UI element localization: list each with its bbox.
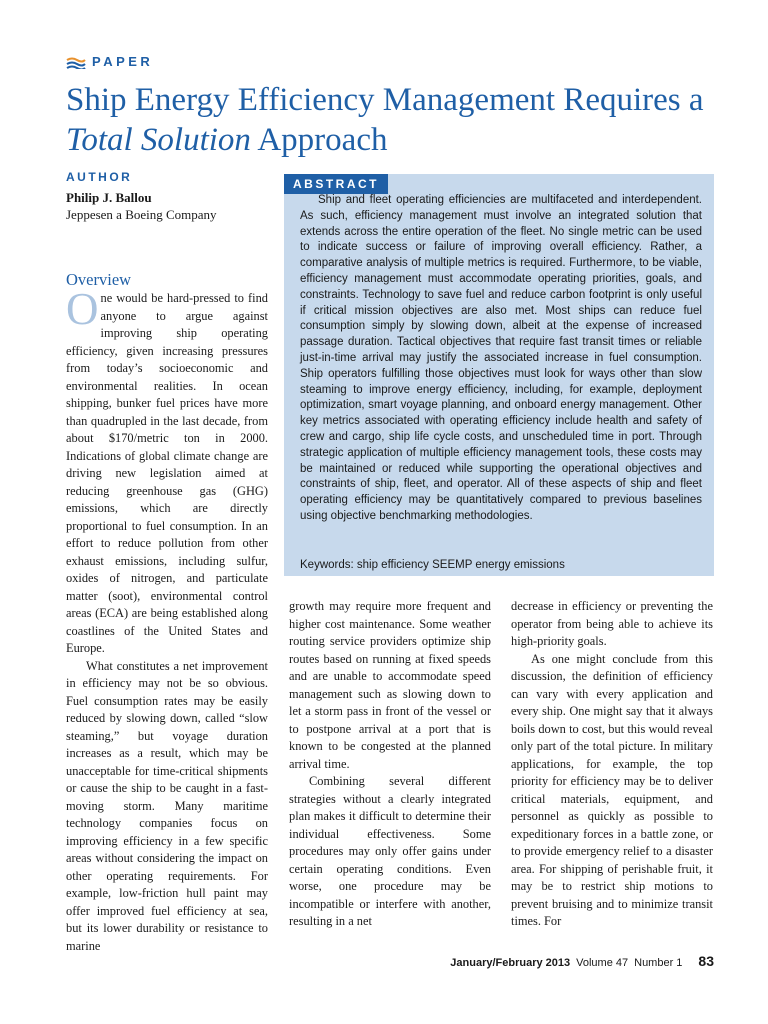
author-heading: AUTHOR bbox=[66, 170, 133, 184]
abstract-heading: ABSTRACT bbox=[284, 174, 388, 194]
title-part2: Approach bbox=[250, 122, 388, 158]
paragraph: growth may require more frequent and higher cost maintenance. Some weather routing service providers optimize ship routes based on running at fixed speeds and are unable to accommodate speed management such as slowing down to let a storm pass in front of the vessel or to postpone arrival at a port that is known to be congested at the planned arrival time. bbox=[289, 599, 491, 771]
paragraph: As one might conclude from this discussion, the definition of efficiency can vary with every application and every ship. One might say that it always boils down to cost, but this would reveal only part of the total picture. In military applications, for example, the top priority for efficiency may be to deliver critical materials, equipment, and personnel as quickly as possible to expeditionary forces in a battle zone, or to provide emergency relief to a disaster area. For shipping of perishable fruit, it may be to restrict ship motions to prevent bruising and to minimize transit times. For bbox=[511, 651, 713, 928]
title-part1: Ship Energy Efficiency Management Requires a bbox=[66, 82, 704, 118]
issue-volume: Volume 47 bbox=[576, 957, 629, 969]
paragraph: Combining several different strategies without a clearly integrated plan makes it difficult to determine their individual effectiveness. Some procedures may only offer gains under certain operating conditions. Even worse, one procedure may be incompatible or interfere with another, resulting in a net bbox=[289, 774, 491, 928]
abstract-keywords: Keywords: ship efficiency SEEMP energy emissions bbox=[300, 559, 565, 571]
abstract-text: Ship and fleet operating efficiencies are multifaceted and interdependent. As such, efficiency management must involve an integrated solution that extends across the entire operation of the fleet. No single metric can be used to indicate success or failure of improving overall efficiency. Rather, a comparative analysis of multiple metrics is required. Furthermore, to be viable, efficiency management must accommodate operating priorities, goals, and constraints. Technology to save fuel and reduce carbon footprint is only useful if critical mission objectives are also met. Most ships can reduce fuel consumption simply by slowing down, albeit at the expense of increased passage duration. Tactical objectives that require fast transit times or reliable just-in-time arrival may justify the associated increase in fuel consumption. Ship operators fulfilling those objectives must look for ways other than slow steaming to improve energy efficiency, including, for example, deployment optimization, smart voyage planning, and onboard energy management. Other key metrics associated with operating efficiency include health and safety of crew and cargo, ship life cycle costs, and unscheduled time in port. Through strategic application of multiple efficiency management tools, these costs may be maintained or reduced while supporting the operational objectives and constraints of ship, fleet, and operator. All of these aspects of ship and fleet operating efficiency may be quantitatively compared to previous baselines using objective benchmarking methodologies. bbox=[300, 194, 702, 522]
article-title bbox=[66, 80, 746, 160]
journal-logo-icon bbox=[66, 57, 86, 69]
body-column-2 bbox=[289, 598, 491, 931]
section-heading-overview: Overview bbox=[66, 270, 132, 289]
section-kicker: PAPER bbox=[92, 54, 154, 69]
author-name: Philip J. Ballou bbox=[66, 190, 152, 205]
page-footer bbox=[420, 953, 714, 969]
issue-number: Number 1 bbox=[634, 957, 683, 969]
drop-cap: O bbox=[66, 284, 99, 334]
issue-date: January/February 2013 bbox=[450, 957, 571, 969]
body-column-1 bbox=[66, 284, 268, 955]
page-number: 83 bbox=[698, 953, 714, 969]
paragraph bbox=[66, 284, 268, 658]
author-affiliation: Jeppesen a Boeing Company bbox=[66, 207, 217, 222]
paragraph: decrease in efficiency or preventing the operator from being able to achieve its high-priority goals. bbox=[511, 599, 713, 648]
paragraph-text: ne would be hard-pressed to find anyone to argue against improving ship operating efficiency, given increasing pressures from today’s socioeconomic and environmental realities. In ocean shipping, bunker fuel prices have more than quadrupled in the last decade, from about $170/metric ton in 2000. Indications of global climate change are driving new legislation aimed at reducing greenhouse gas (GHG) emissions, which are directly proportional to fuel consumption. In an effort to reduce pollution from other exhaust emissions, including sulfur, oxides of nitrogen, and particulate matter (soot), environmental control areas (ECA) are being established along coastlines of the United States and Europe. bbox=[66, 291, 268, 655]
body-column-3 bbox=[511, 598, 713, 931]
paragraph: What constitutes a net improvement in efficiency may not be so obvious. Fuel consumption rates may be easily reduced by slowing down, called “slow steaming,” but voyage duration increases as a result, which may be unacceptable for time-critical shipments or cause the ship to be caught in a fast-moving storm. Many maritime technology companies focus on improving efficiency in a few specific areas without considering the impact on other operating requirements. For example, low-friction hull paint may offer improved fuel efficiency at sea, but its lower durability or resistance to marine bbox=[66, 658, 268, 953]
title-italic: Total Solution bbox=[66, 122, 251, 158]
